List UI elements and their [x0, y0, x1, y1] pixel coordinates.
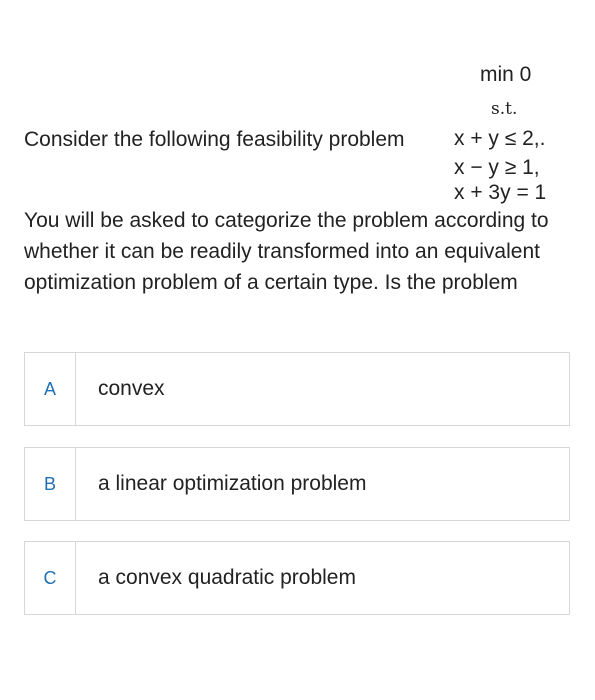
question-text: You will be asked to categorize the problem according to whether it can be readily transformed into an equivalent optimization problem of a certain type. Is the problem: [24, 209, 549, 294]
option-a[interactable]: [24, 352, 570, 426]
option-letter: C: [25, 542, 76, 614]
objective: min 0: [480, 63, 532, 86]
constraint-3: x + 3y = 1: [454, 181, 547, 204]
option-b[interactable]: [24, 447, 570, 521]
constraint-2: x − y ≥ 1,: [454, 156, 540, 179]
option-letter: A: [25, 353, 76, 425]
option-c[interactable]: [24, 541, 570, 615]
option-label: a linear optimization problem: [98, 472, 367, 495]
option-label: a convex quadratic problem: [98, 566, 356, 589]
subject-to: s.t.: [491, 99, 518, 119]
constraint-1: x + y ≤ 2,.: [454, 127, 546, 150]
option-label: convex: [98, 377, 165, 400]
intro-text: Consider the following feasibility problem: [24, 128, 405, 151]
option-letter: B: [25, 448, 76, 520]
